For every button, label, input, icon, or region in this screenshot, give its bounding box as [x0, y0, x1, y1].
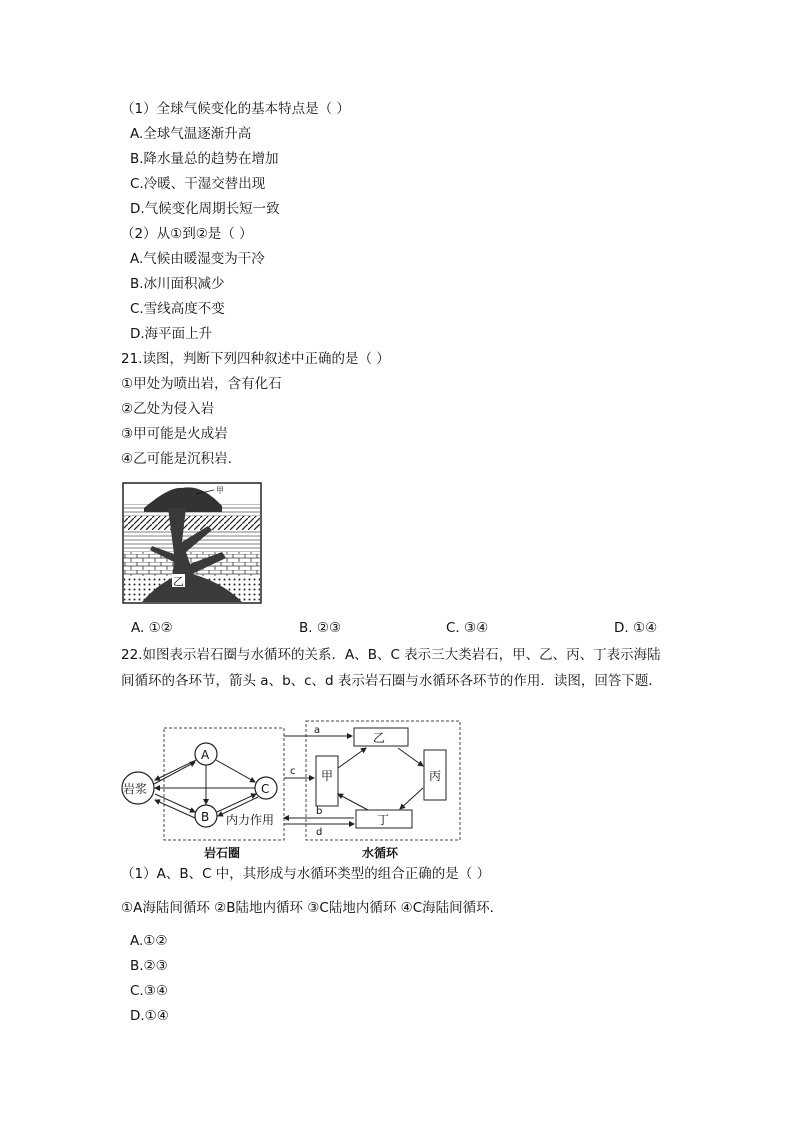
q22-sub1-option-b: B.②③: [130, 958, 168, 974]
circle-b: B: [201, 810, 210, 824]
arrow-b-label: b: [316, 806, 323, 817]
arrow-d-label: d: [316, 827, 323, 838]
q20-sub2-option-d: D.海平面上升: [130, 326, 213, 342]
q20-sub2-option-a: A.气候由暖湿变为干冷: [130, 251, 265, 267]
q22-sub1-option-a: A.①②: [130, 933, 168, 949]
q20-sub1-stem: （1）全球气候变化的基本特点是（ ）: [121, 101, 350, 117]
q21-option-d: D. ①④: [614, 620, 658, 636]
q21-statement-4: ④乙可能是沉积岩．: [121, 451, 242, 467]
circle-c: C: [261, 782, 270, 796]
q22-sub1-choices: ①A海陆间循环 ②B陆地内循环 ③C陆地内循环 ④C海陆间循环．: [121, 900, 504, 916]
q20-sub1-option-b: B.降水量总的趋势在增加: [130, 151, 279, 167]
box-ding: 丁: [377, 813, 390, 827]
label-jia: 甲: [216, 486, 224, 495]
circle-magma: 岩浆: [123, 782, 148, 796]
q21-statement-1: ①甲处为喷出岩，含有化石: [121, 376, 282, 392]
q20-sub2-stem: （2）从①到②是（ ）: [121, 226, 253, 242]
q21-option-a: A. ①②: [131, 620, 173, 636]
arrow-a-label: a: [314, 725, 321, 736]
q22-stem-line2: 间循环的各环节，箭头 a、b、c、d 表示岩石圈与水循环各环节的作用．读图，回答下题．: [121, 673, 662, 689]
water-cycle-caption: 水循环: [362, 846, 399, 860]
q20-sub1-option-a: A.全球气温逐渐升高: [130, 126, 252, 142]
internal-force-label: 内力作用: [226, 813, 275, 827]
q22-stem-line1: 22.如图表示岩石圈与水循环的关系．A、B、C 表示三大类岩石，甲、乙、丙、丁表示海陆: [121, 647, 661, 663]
q21-stem: 21.读图，判断下列四种叙述中正确的是（ ）: [121, 351, 390, 367]
q20-sub2-option-c: C.雪线高度不变: [130, 301, 225, 317]
circle-a: A: [201, 748, 210, 762]
volcano-cross-section-figure: [122, 482, 262, 604]
arrow-c-label: c: [290, 766, 296, 777]
q22-sub1-option-c: C.③④: [130, 983, 168, 999]
q22-sub1-stem: （1）A、B、C 中，其形成与水循环类型的组合正确的是（ ）: [121, 866, 491, 882]
q20-sub1-option-d: D.气候变化周期长短一致: [130, 201, 280, 217]
rock-water-cycle-diagram: [118, 718, 464, 862]
box-bing: 丙: [429, 769, 442, 783]
q21-option-c: C. ③④: [446, 620, 489, 636]
q20-sub2-option-b: B.冰川面积减少: [130, 276, 225, 292]
q21-statement-2: ②乙处为侵入岩: [121, 401, 215, 417]
box-jia: 甲: [321, 769, 334, 783]
q22-sub1-option-d: D.①④: [130, 1008, 169, 1024]
box-yi: 乙: [373, 731, 386, 745]
q20-sub1-option-c: C.冷暖、干湿交替出现: [130, 176, 266, 192]
q21-statement-3: ③甲可能是火成岩: [121, 426, 228, 442]
rock-sphere-caption: 岩石圈: [204, 846, 241, 860]
q21-option-b: B. ②③: [299, 620, 342, 636]
label-yi: 乙: [173, 575, 184, 588]
